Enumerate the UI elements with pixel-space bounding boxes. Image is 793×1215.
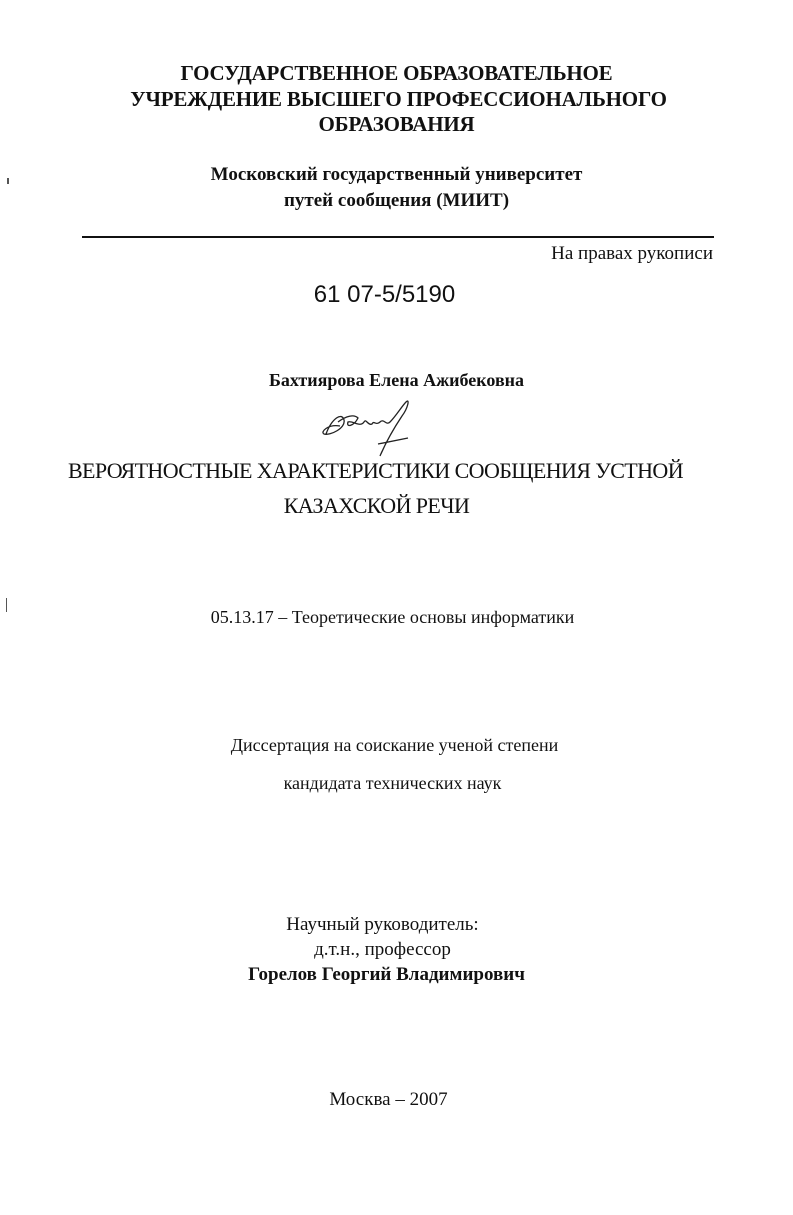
university-line-2: путей сообщения (МИИТ) xyxy=(283,190,510,211)
dissertation-title-line-1: ВЕРОЯТНОСТНЫЕ ХАРАКТЕРИСТИКИ СООБЩЕНИЯ УСТНОЙ xyxy=(67,458,684,483)
manuscript-note: На правах рукописи xyxy=(551,243,713,264)
degree-line-2: кандидата технических наук xyxy=(283,773,502,793)
scan-mark xyxy=(6,598,7,612)
author-name: Бахтиярова Елена Ажибековна xyxy=(268,370,525,390)
university-line-1: Московский государственный университет xyxy=(210,164,583,185)
catalog-number: 61 07-5/5190 xyxy=(313,281,456,308)
dissertation-title-line-2: КАЗАХСКОЙ РЕЧИ xyxy=(283,493,470,518)
degree-line-1: Диссертация на соискание ученой степени xyxy=(230,735,559,755)
horizontal-rule xyxy=(82,236,714,238)
specialty: 05.13.17 – Теоретические основы информатики xyxy=(210,607,575,627)
city-year: Москва – 2007 xyxy=(329,1089,448,1110)
institution-line-1: ГОСУДАРСТВЕННОЕ ОБРАЗОВАТЕЛЬНОЕ xyxy=(180,61,613,85)
signature-icon xyxy=(318,398,428,460)
supervisor-rank: д.т.н., профессор xyxy=(314,939,451,960)
scan-mark xyxy=(7,178,9,184)
institution-line-2: УЧРЕЖДЕНИЕ ВЫСШЕГО ПРОФЕССИОНАЛЬНОГО xyxy=(130,87,667,111)
supervisor-name: Горелов Георгий Владимирович xyxy=(248,964,525,985)
supervisor-label: Научный руководитель: xyxy=(286,914,479,935)
institution-line-3: ОБРАЗОВАНИЯ xyxy=(318,112,475,136)
